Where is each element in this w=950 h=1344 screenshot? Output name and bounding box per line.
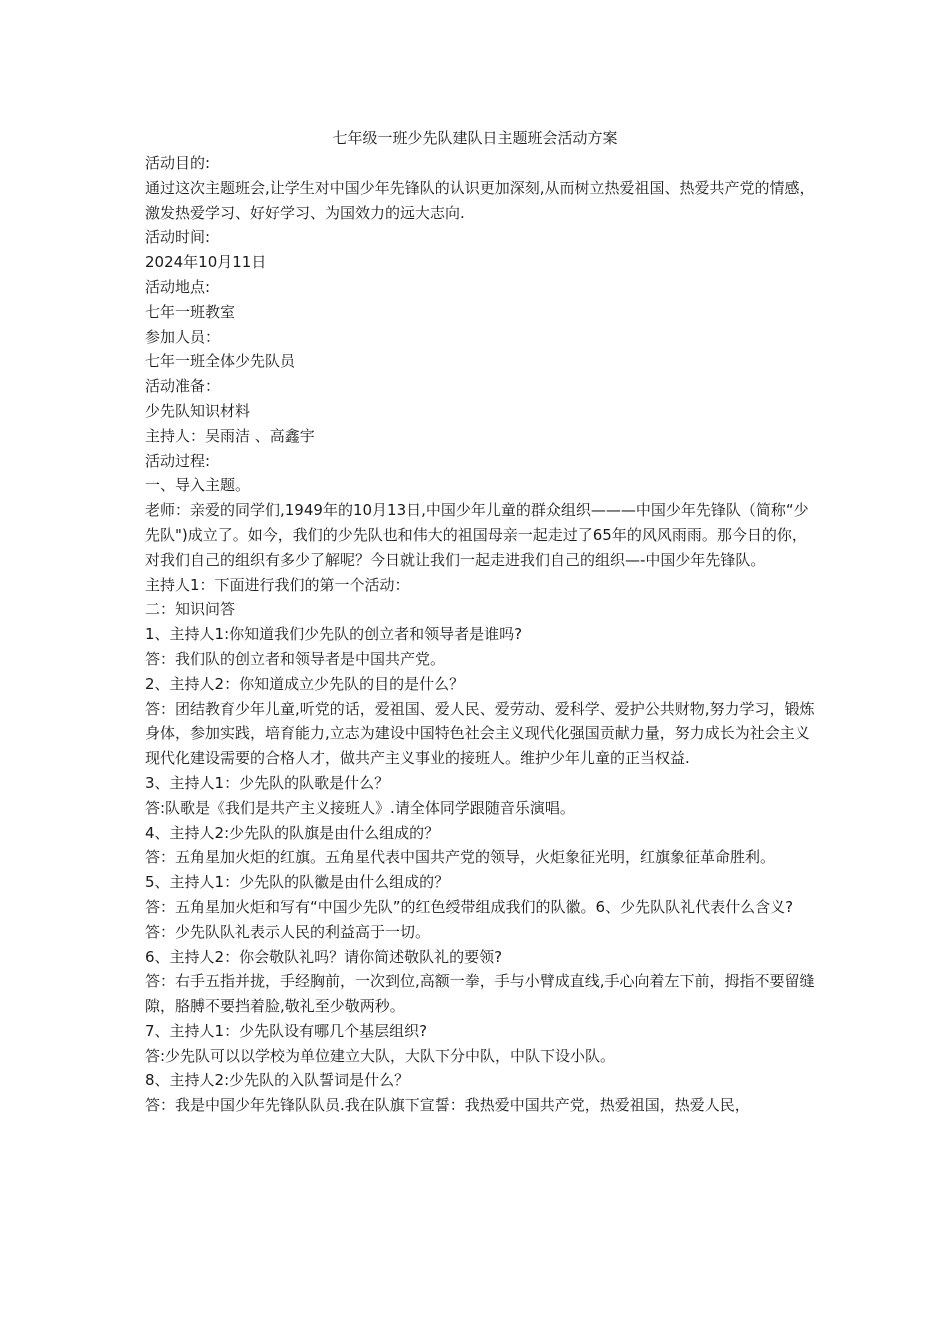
paragraph: 答:队歌是《我们是共产主义接班人》.请全体同学跟随音乐演唱。 — [145, 798, 575, 817]
paragraph: 活动准备： — [145, 377, 221, 396]
paragraph: 8、主持人2:少先队的入队誓词是什么？ — [145, 1071, 410, 1090]
paragraph: 二：知识问答 — [145, 600, 236, 619]
paragraph: 活动地点: — [145, 277, 211, 296]
paragraph: 3、主持人1：少先队的队歌是什么？ — [145, 773, 390, 792]
paragraph: 答：五角星加火炬的红旗。五角星代表中国共产党的领导，火炬象征光明，红旗象征革命胜利。 — [145, 848, 776, 867]
paragraph: 答：我们队的创立者和领导者是中国共产党。 — [145, 649, 446, 668]
paragraph: 5、主持人1：少先队的队徽是由什么组成的？ — [145, 873, 450, 892]
paragraph: 答：团结教育少年儿童,听党的话，爱祖国、爱人民、爱劳动、爱科学、爱护公共财物,努力学习，锻炼身体，参加实践，培育能力,立志为建设中国特色社会主义现代化强国贡献力量，努力成长为社会主义现代化建设需要的合格人才，做共产主义事业的接班人。维护少年儿童的正当权益. — [145, 699, 815, 768]
paragraph: 活动目的: — [145, 154, 211, 172]
paragraph: 主持人1：下面进行我们的第一个活动： — [145, 575, 410, 594]
paragraph: 活动过程: — [145, 451, 211, 470]
document-body — [145, 151, 817, 1118]
paragraph: 1、主持人1:你知道我们少先队的创立者和领导者是谁吗? — [145, 625, 523, 644]
paragraph: 答:少先队可以以学校为单位建立大队，大队下分中队，中队下设小队。 — [145, 1046, 616, 1065]
document-title: 七年级一班少先队建队日主题班会活动方案 — [332, 129, 618, 147]
paragraph: 答：右手五指并拢，手经胸前，一次到位,高额一拳，手与小臂成直线,手心向着左下前，拇指不要留缝隙，胳膊不要挡着脸,敬礼至少敬两秒。 — [145, 972, 815, 1016]
paragraph: 7、主持人1：少先队设有哪几个基层组织? — [145, 1021, 428, 1040]
paragraph: 参加人员： — [145, 327, 221, 346]
paragraph: 少先队知识材料 — [145, 401, 251, 420]
paragraph: 4、主持人2:少先队的队旗是由什么组成的？ — [145, 823, 440, 842]
paragraph: 通过这次主题班会,让学生对中国少年先锋队的认识更加深刻,从而树立热爱祖国、热爱共产党的情感，激发热爱学习、好好学习、为国效力的远大志向. — [145, 178, 815, 222]
paragraph: 答：我是中国少年先锋队队员.我在队旗下宣誓：我热爱中国共产党，热爱祖国，热爱人民， — [145, 1096, 750, 1115]
paragraph: 答：五角星加火炬和写有“中国少先队”的红色绶带组成我们的队徽。6、少先队队礼代表什么含义? — [145, 897, 794, 916]
paragraph: 主持人：吴雨洁 、高鑫宇 — [145, 426, 315, 445]
paragraph: 老师：亲爱的同学们,1949年的10月13日,中国少年儿童的群众组织———中国少年先锋队（简称“少先队")成立了。如今，我们的少先队也和伟大的祖国母亲一起走过了65年的风风雨雨。那今日的你，对我们自己的组织有多少了解呢？今日就让我们一起走进我们自己的组织—-中国少年先锋队。 — [145, 501, 809, 569]
paragraph: 七年一班全体少先队员 — [145, 352, 296, 371]
paragraph: 6、主持人2：你会敬队礼吗？请你简述敬队礼的要领? — [145, 947, 503, 966]
paragraph: 七年一班教室 — [145, 302, 236, 321]
paragraph: 一、导入主题。 — [145, 476, 251, 495]
paragraph: 活动时间: — [145, 228, 211, 247]
paragraph: 答：少先队队礼表示人民的利益高于一切。 — [145, 922, 431, 941]
paragraph: 2024年10月11日 — [145, 253, 267, 272]
paragraph: 2、主持人2：你知道成立少先队的目的是什么？ — [145, 674, 465, 693]
